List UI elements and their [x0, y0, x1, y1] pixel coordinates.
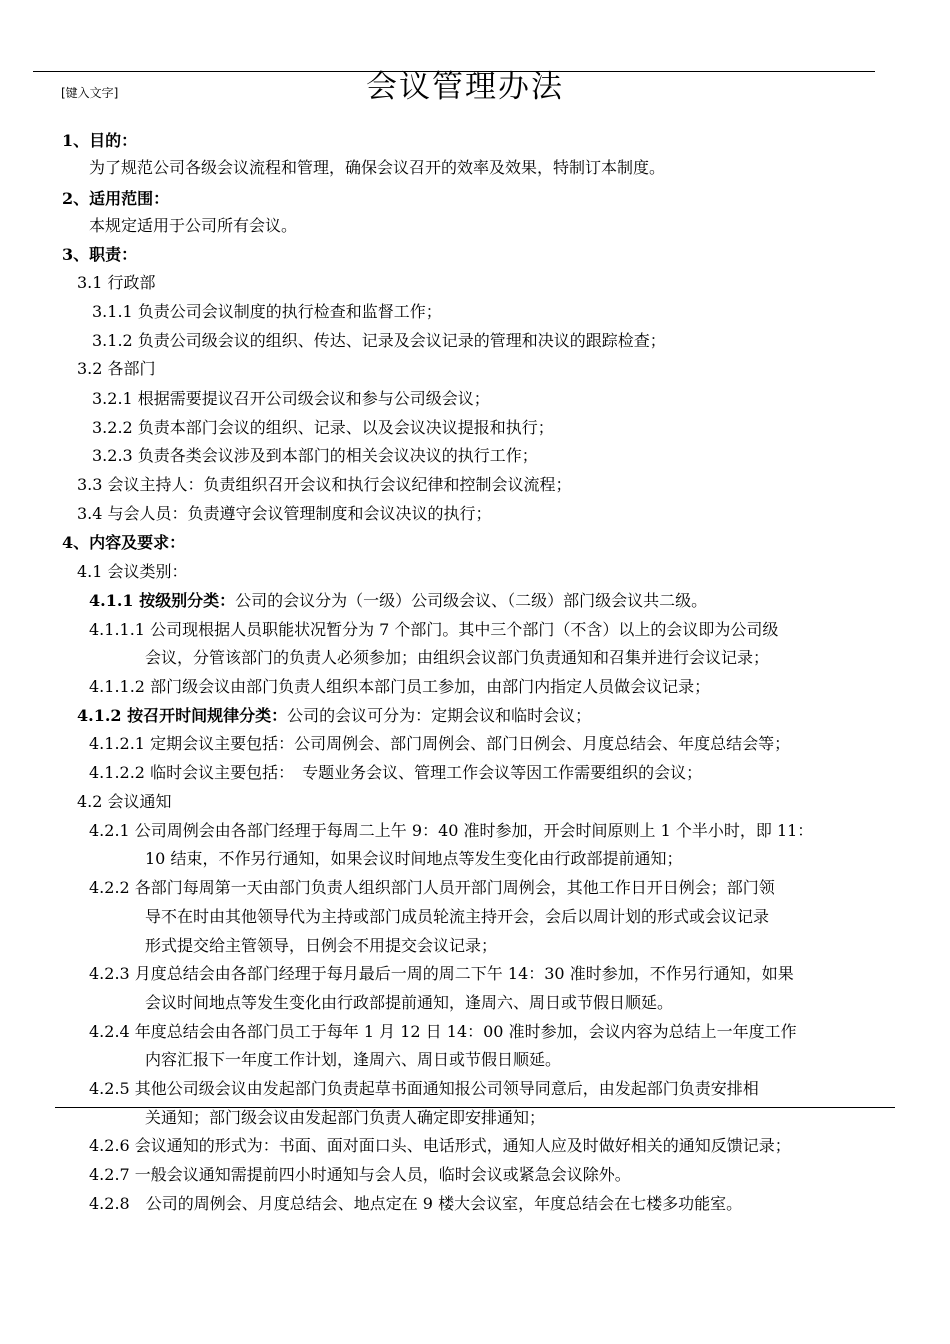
list-item: 4.2.1 公司周例会由各部门经理于每周二上午 9：40 准时参加，开会时间原则上 1 个半小时，即 11： [89, 821, 814, 840]
section-heading-purpose: 1、目的： [62, 131, 138, 150]
list-item-continuation: 形式提交给主管领导，日例会不用提交会议记录； [145, 936, 498, 955]
list-item-continuation: 内容汇报下一年度工作计划，逢周六、周日或节假日顺延。 [145, 1050, 562, 1069]
footer-rule [55, 1107, 895, 1108]
document-title: 会议管理办法 [366, 69, 564, 105]
inline-bold-label: 4.1.2 按召开时间规律分类： [77, 706, 288, 725]
section-heading-duties: 3、职责： [62, 245, 138, 264]
list-item-continuation: 10 结束，不作另行通知，如果会议时间地点等发生变化由行政部提前通知； [145, 849, 683, 868]
paragraph: 为了规范公司各级会议流程和管理，确保会议召开的效率及效果，特制订本制度。 [89, 158, 666, 177]
list-item-continuation: 会议，分管该部门的负责人必须参加；由组织会议部门负责通知和召集并进行会议记录； [145, 648, 770, 667]
subsection-heading: 3.1 行政部 [77, 273, 156, 292]
list-item: 4.2.5 其他公司级会议由发起部门负责起草书面通知报公司领导同意后，由发起部门负责安排相 [89, 1079, 759, 1098]
subsection-heading: 4.1 会议类别： [77, 562, 188, 581]
inline-text: 公司的会议可分为：定期会议和临时会议； [287, 706, 592, 725]
subsection-heading: 4.2 会议通知 [77, 792, 172, 811]
list-item: 4.2.2 各部门每周第一天由部门负责人组织部门人员开部门周例会，其他工作日开日例会；部门领 [89, 878, 775, 897]
paragraph: 本规定适用于公司所有会议。 [89, 216, 298, 235]
list-item: 4.2.6 会议通知的形式为：书面、面对面口头、电话形式，通知人应及时做好相关的通知反馈记录； [89, 1136, 791, 1155]
list-item: 3.2.2 负责本部门会议的组织、记录、以及会议决议提报和执行； [92, 418, 554, 437]
list-item: 4.2.3 月度总结会由各部门经理于每月最后一周的周二下午 14：30 准时参加，不作另行通知，如果 [89, 964, 794, 983]
list-item: 4.1.2.2 临时会议主要包括： 专题业务会议、管理工作会议等因工作需要组织的会议； [89, 763, 703, 782]
list-item-continuation: 导不在时由其他领导代为主持或部门成员轮流主持开会，会后以周计划的形式或会议记录 [145, 907, 770, 926]
list-item: 3.2.3 负责各类会议涉及到本部门的相关会议决议的执行工作； [92, 446, 538, 465]
section-heading-content: 4、内容及要求： [62, 533, 186, 552]
list-item: 3.1.1 负责公司会议制度的执行检查和监督工作； [92, 302, 442, 321]
list-item: 4.1.2.1 定期会议主要包括：公司周例会、部门周例会、部门日例会、月度总结会、年度总结会等； [89, 734, 791, 753]
subsection-heading: 3.2 各部门 [77, 359, 156, 378]
list-item: 3.2.1 根据需要提议召开公司级会议和参与公司级会议； [92, 389, 490, 408]
list-item: 3.3 会议主持人：负责组织召开会议和执行会议纪律和控制会议流程； [77, 475, 572, 494]
list-item: 4.1.1.1 公司现根据人员职能状况暂分为 7 个部门。其中三个部门（不含）以上的会议即为公司级 [89, 620, 779, 639]
list-item: 3.4 与会人员：负责遵守会议管理制度和会议决议的执行； [77, 504, 492, 523]
list-item-continuation: 关通知；部门级会议由发起部门负责人确定即安排通知； [145, 1108, 546, 1127]
inline-text: 公司的会议分为（一级）公司级会议、（二级）部门级会议共二级。 [235, 591, 708, 610]
list-item: 3.1.2 负责公司级会议的组织、传达、记录及会议记录的管理和决议的跟踪检查； [92, 331, 666, 350]
list-item: 4.2.7 一般会议通知需提前四小时通知与会人员，临时会议或紧急会议除外。 [89, 1165, 631, 1184]
list-item: 4.2.8 公司的周例会、月度总结会、地点定在 9 楼大会议室，年度总结会在七楼多功能室。 [89, 1194, 743, 1213]
list-item-continuation: 会议时间地点等发生变化由行政部提前通知，逢周六、周日或节假日顺延。 [145, 993, 674, 1012]
list-item [77, 706, 591, 726]
list-item: 4.1.1.2 部门级会议由部门负责人组织本部门员工参加，由部门内指定人员做会议记录； [89, 677, 711, 696]
inline-bold-label: 4.1.1 按级别分类： [89, 591, 236, 610]
list-item [89, 591, 707, 611]
header-placeholder: [键入文字] [61, 86, 119, 100]
section-heading-scope: 2、适用范围： [62, 189, 170, 208]
list-item: 4.2.4 年度总结会由各部门员工于每年 1 月 12 日 14：00 准时参加，会议内容为总结上一年度工作 [89, 1022, 797, 1041]
